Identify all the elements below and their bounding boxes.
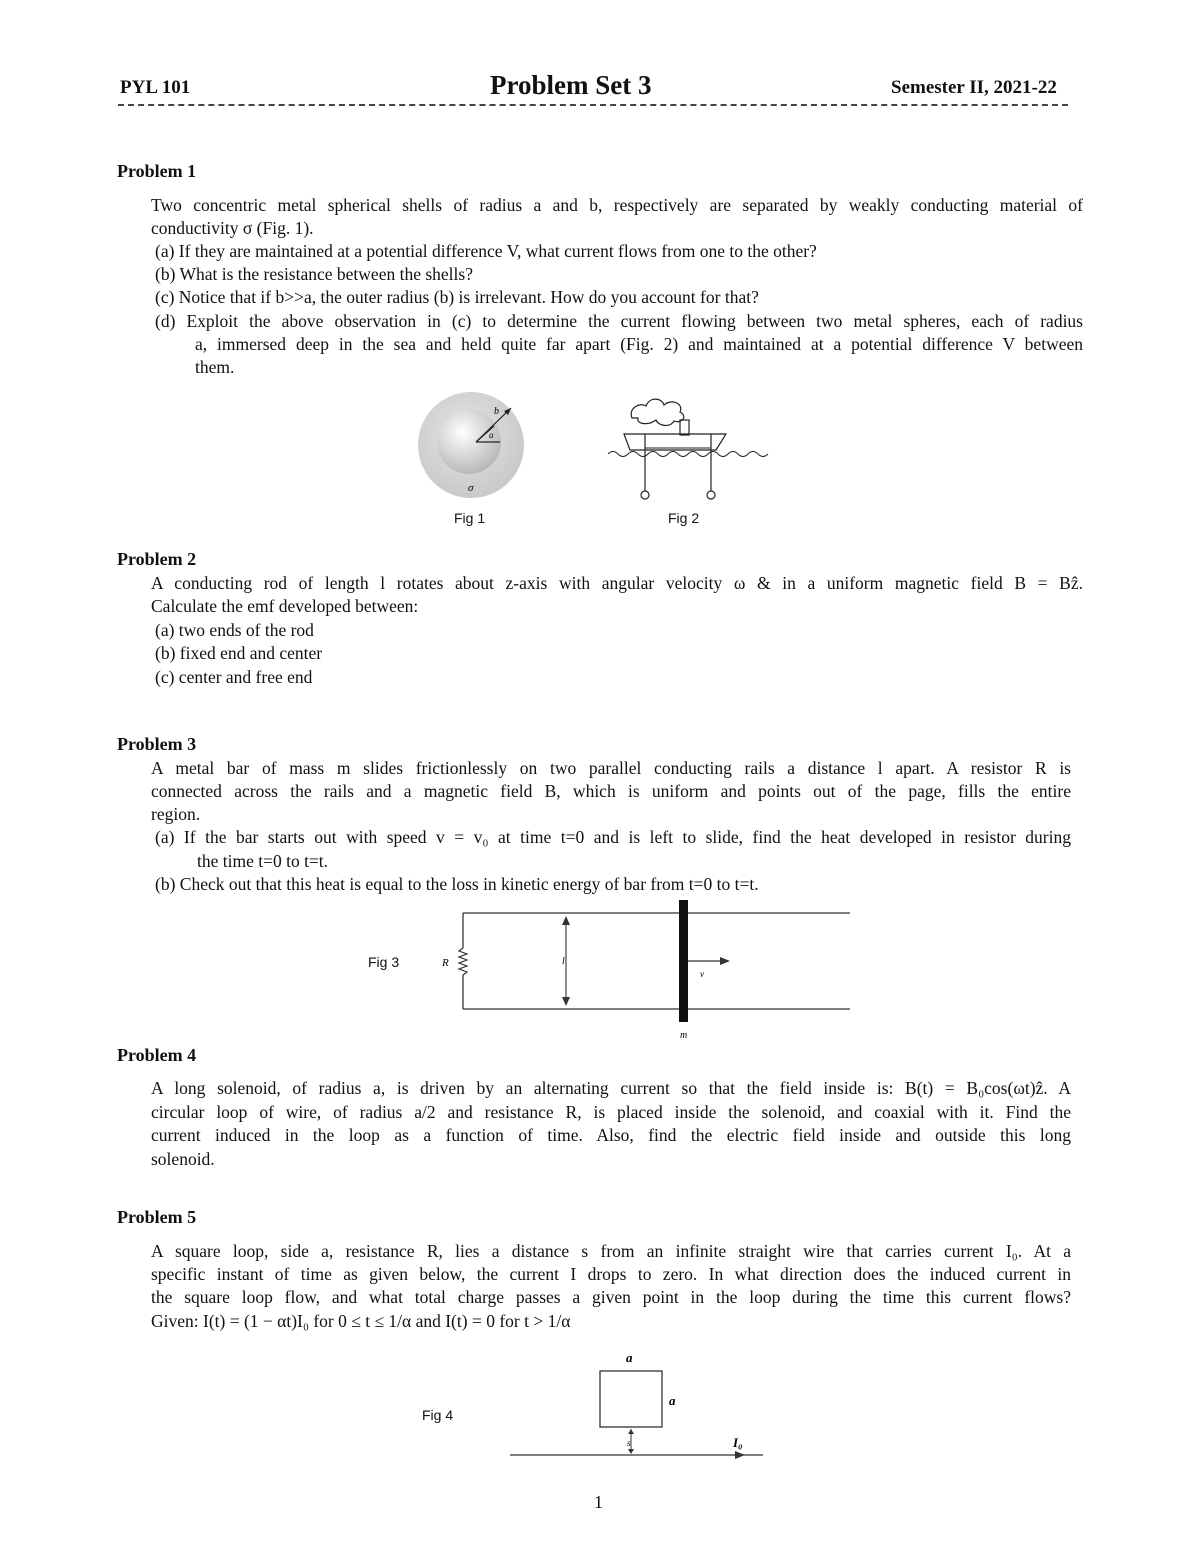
problem-5-heading: Problem 5 — [117, 1207, 197, 1227]
problem-2-part-a: (a) two ends of the rod — [155, 620, 314, 640]
problem-1-part-d: a, immersed deep in the sea and held quite far apart (Fig. 2) and maintained at a potential difference V between — [195, 334, 1083, 354]
label-a: a — [489, 430, 494, 440]
problem-2-text: A conducting rod of length l rotates about z-axis with angular velocity ω & in a uniform magnetic field B = Bẑ. — [151, 573, 1083, 593]
problem-5-given: Given: I(t) = (1 − αt)I₀ for 0 ≤ t ≤ 1/α and I(t) = 0 for t > 1/α — [151, 1311, 571, 1331]
problem-3-part-a: (a) If the bar starts out with speed v = v₀ at time t=0 and is left to slide, find the heat developed in resistor during — [155, 827, 1071, 847]
problem-4-text: solenoid. — [151, 1149, 215, 1169]
problem-3-part-a: the time t=0 to t=t. — [197, 851, 329, 871]
problem-5-text: specific instant of time as given below, the current I drops to zero. In what direction does the induced current in — [151, 1264, 1071, 1284]
problem-2-text: Calculate the emf developed between: — [151, 596, 419, 616]
semester: Semester II, 2021-22 — [891, 77, 1057, 98]
problem-2-part-b: (b) fixed end and center — [155, 643, 323, 663]
label-s: s — [627, 1438, 631, 1448]
problem-3-text: connected across the rails and a magnetic field B, which is uniform and points out of the page, fills the entire — [151, 781, 1071, 801]
page-number: 1 — [594, 1492, 603, 1512]
right-metal-sphere — [707, 491, 715, 499]
label-a-top: a — [626, 1350, 633, 1365]
problem-4-text: current induced in the loop as a function of time. Also, find the electric field inside and outside this long — [151, 1125, 1071, 1145]
problem-1-part-d: (d) Exploit the above observation in (c) to determine the current flowing between two metal spheres, each of radius — [155, 311, 1083, 331]
problem-4-text: circular loop of wire, of radius a/2 and resistance R, is placed inside the solenoid, and coaxial with it. Find the — [151, 1102, 1071, 1122]
figure-2-caption: Fig 2 — [668, 510, 700, 526]
figure-4-caption: Fig 4 — [422, 1407, 454, 1423]
course-code: PYL 101 — [120, 77, 191, 98]
square-loop — [600, 1371, 662, 1427]
problem-3-part-b: (b) Check out that this heat is equal to the loss in kinetic energy of bar from t=0 to t=t. — [155, 874, 759, 894]
label-sigma: σ — [468, 482, 474, 494]
figure-1-caption: Fig 1 — [454, 510, 486, 526]
problem-5-text: A square loop, side a, resistance R, lies a distance s from an infinite straight wire that carries current I₀. At a — [151, 1241, 1071, 1261]
figure-3-rails-bar — [430, 898, 855, 1043]
label-R: R — [442, 957, 449, 969]
resistor — [459, 948, 467, 975]
problem-3-text: A metal bar of mass m slides frictionlessly on two parallel conducting rails a distance l apart. A resistor R is — [151, 758, 1071, 778]
problem-2-part-c: (c) center and free end — [155, 667, 313, 687]
figure-4-loop-wire — [505, 1345, 770, 1463]
problem-5-text: the square loop flow, and what total charge passes a given point in the loop during the time this current flows? — [151, 1287, 1071, 1307]
problem-1-part-d: them. — [195, 357, 235, 377]
figure-3-caption: Fig 3 — [368, 954, 400, 970]
label-b: b — [494, 406, 499, 417]
ship-funnel — [680, 420, 689, 435]
left-metal-sphere — [641, 491, 649, 499]
problem-4-heading: Problem 4 — [117, 1045, 197, 1065]
smoke-cloud — [631, 399, 684, 425]
problem-1-text: conductivity σ (Fig. 1). — [151, 218, 314, 238]
problem-1-part-b: (b) What is the resistance between the shells? — [155, 264, 473, 284]
label-I0: I₀ — [733, 1435, 743, 1450]
figure-1-spherical-shells — [412, 390, 532, 500]
page-title: Problem Set 3 — [490, 70, 652, 100]
problem-1-part-c: (c) Notice that if b>>a, the outer radius (b) is irrelevant. How do you account for that? — [155, 287, 759, 307]
label-a-side: a — [669, 1393, 676, 1408]
label-m: m — [680, 1030, 688, 1041]
problem-1-text: Two concentric metal spherical shells of radius a and b, respectively are separated by weakly conducting material of — [151, 195, 1083, 215]
label-v: v — [700, 969, 704, 979]
problem-1-heading: Problem 1 — [117, 161, 197, 181]
problem-3-text: region. — [151, 804, 201, 824]
sea-surface — [608, 452, 768, 457]
problem-3-heading: Problem 3 — [117, 734, 197, 754]
problem-2-heading: Problem 2 — [117, 549, 197, 569]
problem-4-text: A long solenoid, of radius a, is driven by an alternating current so that the field inside is: B(t) = B₀cos(ωt)ẑ. A — [151, 1078, 1071, 1098]
sliding-bar — [679, 900, 688, 1022]
problem-1-part-a: (a) If they are maintained at a potential difference V, what current flows from one to the other? — [155, 241, 817, 261]
header-divider — [118, 104, 1068, 106]
label-l: l — [562, 956, 565, 967]
figure-2-ship-spheres — [600, 390, 775, 505]
